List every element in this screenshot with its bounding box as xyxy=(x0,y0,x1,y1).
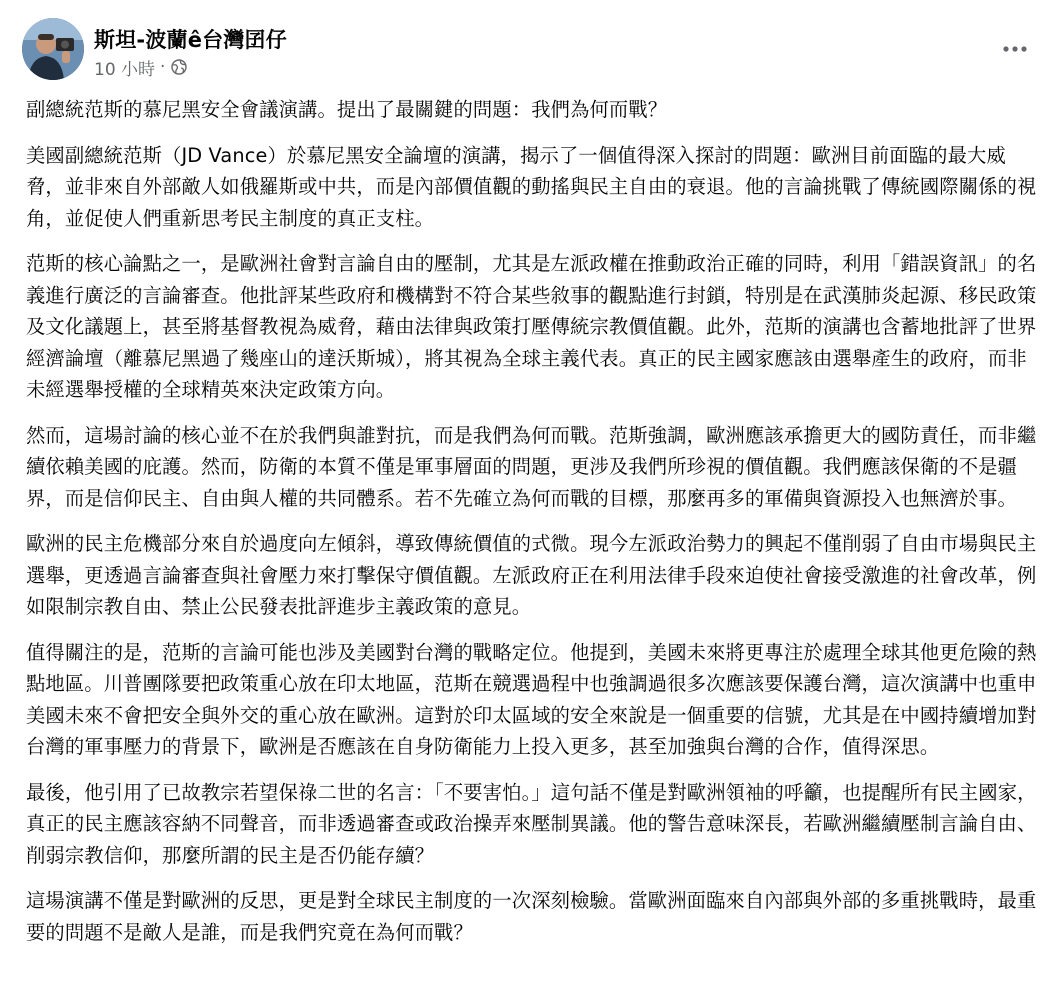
post-header xyxy=(22,18,1032,84)
globe-icon[interactable] xyxy=(171,59,187,75)
post-paragraph: 歐洲的民主危機部分來自於過度向左傾斜，導致傳統價值的式微。現今左派政治勢力的興起不僅削弱了自由市場與民主選舉，更透過言論審查與社會壓力來打擊保守價值觀。左派政府正在利用法律手段來迫使社會接受激進的社會改革，例如限制宗教自由、禁止公民發表批評進步主義政策的意見。 xyxy=(26,532,1037,618)
author-avatar[interactable] xyxy=(22,18,84,80)
author-name[interactable]: 斯坦-波蘭ê台灣囝仔 xyxy=(94,28,287,52)
more-options-button[interactable] xyxy=(998,32,1032,66)
post-timestamp[interactable]: 10 小時 xyxy=(94,59,156,80)
post-paragraph: 值得關注的是，范斯的言論可能也涉及美國對台灣的戰略定位。他提到，美國未來將更專注於處理全球其他更危險的熱點地區。川普團隊要把政策重心放在印太地區，范斯在競選過程中也強調過很多次應該要保護台灣，這次演講中也重申美國未來不會把安全與外交的重心放在歐洲。這對於印太區域的安全來說是一個重要的信號，尤其是在中國持續增加對台灣的軍事壓力的背景下，歐洲是否應該在自身防衛能力上投入更多，甚至加強與台灣的合作，值得深思。 xyxy=(26,640,1037,758)
avatar-photo xyxy=(22,18,84,80)
post-paragraph: 這場演講不僅是對歐洲的反思，更是對全球民主制度的一次深刻檢驗。當歐洲面臨來自內部與外部的多重挑戰時，最重要的問題不是敵人是誰，而是我們究竟在為何而戰？ xyxy=(26,889,1037,944)
post-paragraph: 最後，他引用了已故教宗若望保祿二世的名言：「不要害怕。」這句話不僅是對歐洲領袖的呼籲，也提醒所有民主國家，真正的民主應該容納不同聲音，而非透過審查或政治操弄來壓制異議。他的警告意味深長，若歐洲繼續壓制言論自由、削弱宗教信仰，那麼所謂的民主是否仍能存續？ xyxy=(26,780,1037,867)
post-paragraph: 美國副總統范斯（JD Vance）於慕尼黑安全論壇的演講，揭示了一個值得深入探討的問題：歐洲目前面臨的最大威脅，並非來自外部敵人如俄羅斯或中共，而是內部價值觀的動搖與民主自由的衰退。他的言論挑戰了傳統國際關係的視角，並促使人們重新思考民主制度的真正支柱。 xyxy=(26,143,1037,230)
meta-separator: · xyxy=(160,57,166,77)
post-paragraph: 副總統范斯的慕尼黑安全會議演講。提出了最關鍵的問題：我們為何而戰？ xyxy=(26,98,668,121)
more-horizontal-icon xyxy=(1002,45,1028,53)
post-meta xyxy=(94,56,187,78)
post-body xyxy=(26,94,1038,962)
post-paragraph: 然而，這場討論的核心並不在於我們與誰對抗，而是我們為何而戰。范斯強調，歐洲應該承擔更大的國防責任，而非繼續依賴美國的庇護。然而，防衛的本質不僅是軍事層面的問題，更涉及我們所珍視的價值觀。我們應該保衛的不是疆界，而是信仰民主、自由與人權的共同體系。若不先確立為何而戰的目標，那麼再多的軍備與資源投入也無濟於事。 xyxy=(26,423,1037,510)
post-paragraph: 范斯的核心論點之一，是歐洲社會對言論自由的壓制，尤其是左派政權在推動政治正確的同時，利用「錯誤資訊」的名義進行廣泛的言論審查。他批評某些政府和機構對不符合某些敘事的觀點進行封鎖，特別是在武漢肺炎起源、移民政策及文化議題上，甚至將基督教視為威脅，藉由法律與政策打壓傳統宗教價值觀。此外，范斯的演講也含蓄地批評了世界經濟論壇（離慕尼黑過了幾座山的達沃斯城），將其視為全球主義代表。真正的民主國家應該由選舉產生的政府，而非未經選舉授權的全球精英來決定政策方向。 xyxy=(26,252,1037,401)
